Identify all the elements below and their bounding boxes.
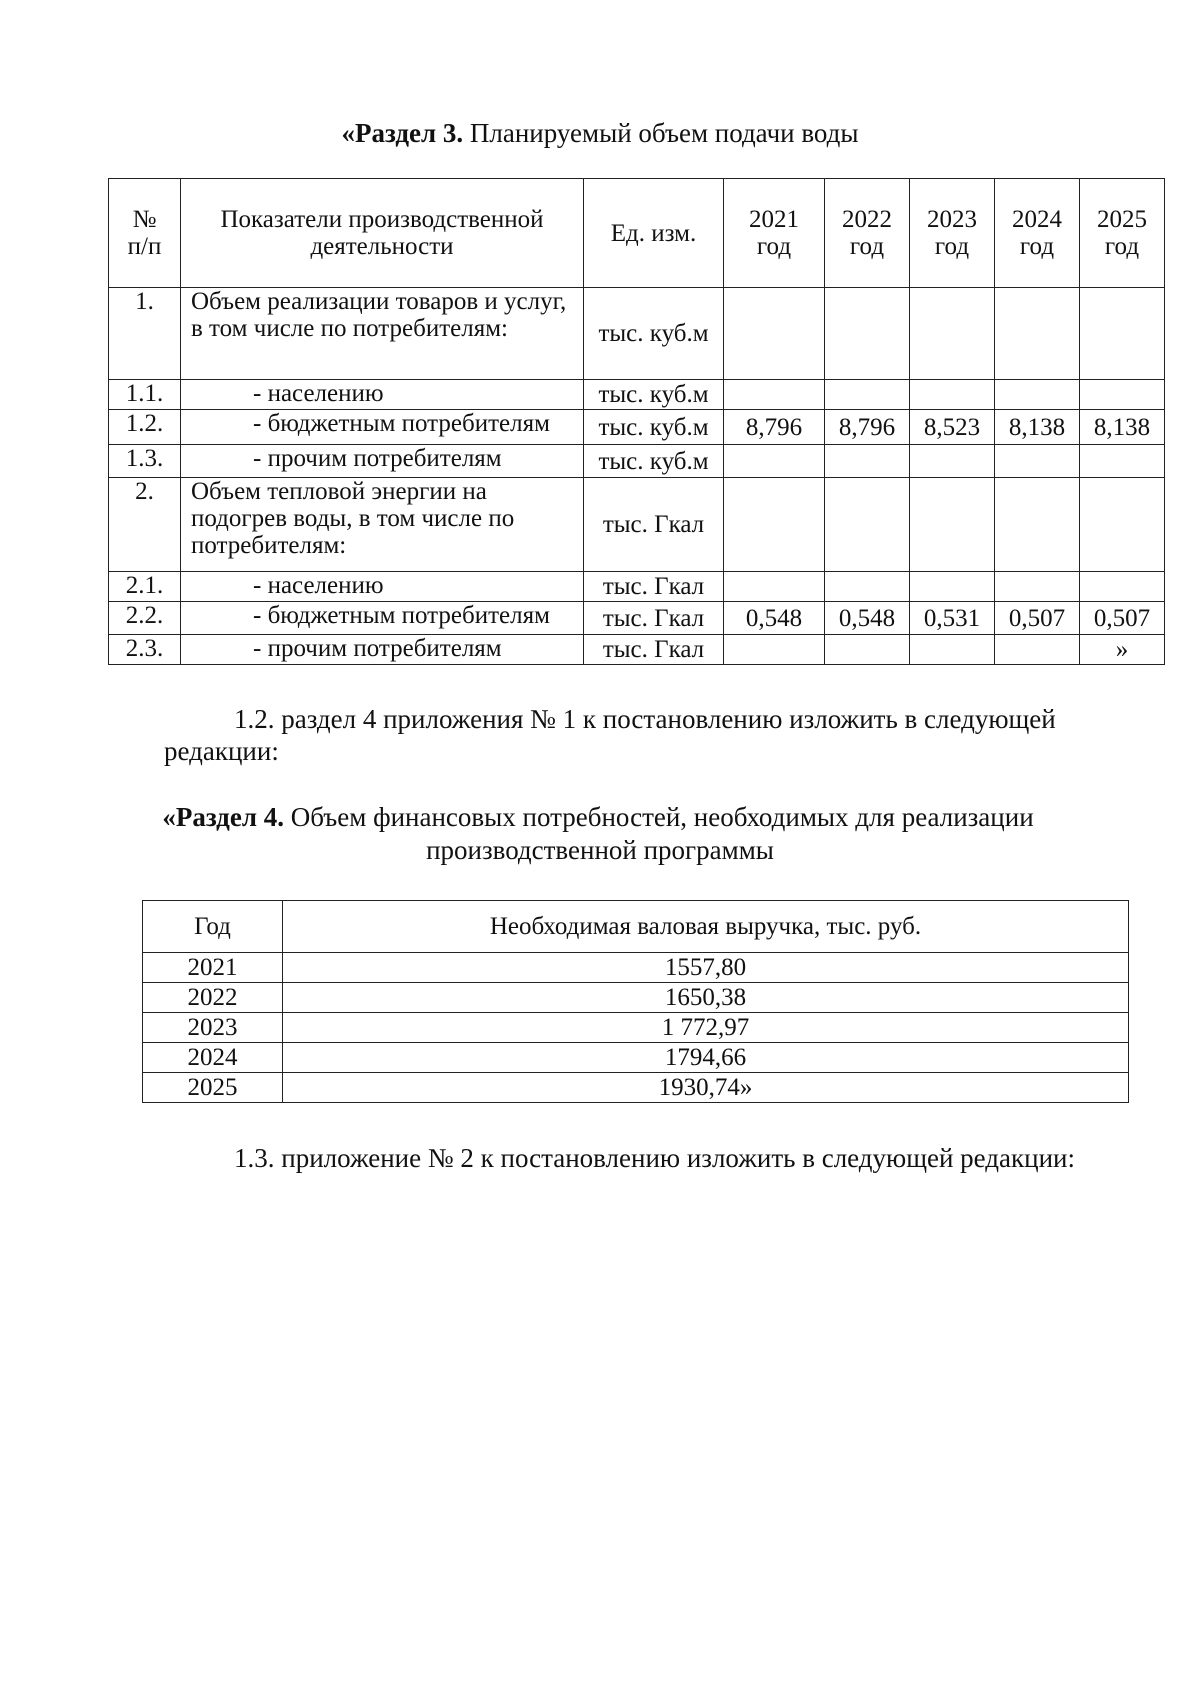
row-value	[825, 635, 910, 665]
row-revenue: 1930,74»	[283, 1073, 1129, 1103]
row-value: 8,138	[1080, 410, 1165, 445]
table-row	[109, 380, 1165, 410]
row-unit: тыс. Гкал	[584, 572, 724, 602]
row-name: - населению	[181, 572, 584, 602]
row-value	[910, 445, 995, 478]
row-value	[910, 572, 995, 602]
row-num: 2.	[109, 478, 181, 572]
header-year: 2022 год	[825, 179, 910, 288]
header-year: 2024 год	[995, 179, 1080, 288]
table-row	[143, 983, 1129, 1013]
table-row	[109, 602, 1165, 635]
financial-needs-table	[142, 900, 1129, 1103]
row-value: 8,523	[910, 410, 995, 445]
paragraph-1-2-line1: 1.2. раздел 4 приложения № 1 к постановлению изложить в следующей	[234, 704, 1056, 734]
row-unit: тыс. куб.м	[584, 445, 724, 478]
row-year: 2023	[143, 1013, 283, 1043]
section4-title-line1	[0, 802, 1198, 833]
row-unit: тыс. Гкал	[584, 478, 724, 572]
row-value	[995, 380, 1080, 410]
table-row	[109, 572, 1165, 602]
row-value	[910, 380, 995, 410]
table-row	[143, 1043, 1129, 1073]
row-revenue: 1 772,97	[283, 1013, 1129, 1043]
row-name: - прочим потребителям	[181, 445, 584, 478]
row-unit: тыс. куб.м	[584, 288, 724, 380]
header-year: Год	[143, 901, 283, 953]
table-row	[109, 635, 1165, 665]
row-name: - бюджетным потребителям	[181, 602, 584, 635]
row-value	[1080, 288, 1165, 380]
row-value: 0,507	[995, 602, 1080, 635]
row-num: 2.1.	[109, 572, 181, 602]
table-header-row	[109, 179, 1165, 288]
row-value	[995, 478, 1080, 572]
section3-title	[0, 118, 1200, 149]
row-unit: тыс. куб.м	[584, 410, 724, 445]
row-year: 2025	[143, 1073, 283, 1103]
water-supply-table	[108, 178, 1165, 665]
row-value	[995, 635, 1080, 665]
row-revenue: 1650,38	[283, 983, 1129, 1013]
row-value	[724, 478, 825, 572]
section3-title-text: Планируемый объем подачи воды	[463, 118, 859, 148]
row-num: 1.	[109, 288, 181, 380]
row-value: 8,796	[825, 410, 910, 445]
header-unit: Ед. изм.	[584, 179, 724, 288]
row-num: 2.3.	[109, 635, 181, 665]
table-row	[143, 1073, 1129, 1103]
row-value	[1080, 478, 1165, 572]
row-value	[724, 288, 825, 380]
paragraph-1-3: 1.3. приложение № 2 к постановлению изложить в следующей редакции:	[234, 1143, 1075, 1173]
row-revenue: 1794,66	[283, 1043, 1129, 1073]
row-unit: тыс. Гкал	[584, 635, 724, 665]
row-value	[825, 445, 910, 478]
row-unit: тыс. куб.м	[584, 380, 724, 410]
row-year: 2021	[143, 953, 283, 983]
paragraph-1-2-line2: редакции:	[164, 736, 279, 766]
section4-title-text: Объем финансовых потребностей, необходимых для реализации	[283, 802, 1034, 832]
header-year: 2025 год	[1080, 179, 1165, 288]
row-value	[910, 478, 995, 572]
section4-title-line2: производственной программы	[426, 835, 774, 865]
row-name: - бюджетным потребителям	[181, 410, 584, 445]
row-value	[825, 288, 910, 380]
row-value	[724, 572, 825, 602]
row-value	[1080, 445, 1165, 478]
table-row	[109, 445, 1165, 478]
row-num: 1.1.	[109, 380, 181, 410]
header-indicator: Показатели производственной деятельности	[181, 179, 584, 288]
table-row	[143, 953, 1129, 983]
row-name: - прочим потребителям	[181, 635, 584, 665]
row-value: 0,548	[724, 602, 825, 635]
header-revenue: Необходимая валовая выручка, тыс. руб.	[283, 901, 1129, 953]
row-value	[995, 288, 1080, 380]
row-value: 8,796	[724, 410, 825, 445]
table-row	[109, 288, 1165, 380]
row-value	[1080, 380, 1165, 410]
row-name: Объем реализации товаров и услуг, в том числе по потребителям:	[181, 288, 584, 380]
row-value	[1080, 572, 1165, 602]
section3-title-bold: «Раздел 3.	[341, 118, 464, 148]
row-name: Объем тепловой энергии на подогрев воды, в том числе по потребителям:	[181, 478, 584, 572]
row-name: - населению	[181, 380, 584, 410]
row-value	[724, 445, 825, 478]
table-row	[109, 410, 1165, 445]
row-value	[724, 635, 825, 665]
section4-title-bold: «Раздел 4.	[162, 802, 284, 832]
row-value	[724, 380, 825, 410]
row-num: 1.3.	[109, 445, 181, 478]
header-year: 2023 год	[910, 179, 995, 288]
row-num: 2.2.	[109, 602, 181, 635]
row-year: 2022	[143, 983, 283, 1013]
row-year: 2024	[143, 1043, 283, 1073]
table-row	[143, 1013, 1129, 1043]
row-value	[825, 572, 910, 602]
header-year: 2021 год	[724, 179, 825, 288]
row-value: 8,138	[995, 410, 1080, 445]
row-value	[910, 635, 995, 665]
row-value: 0,507	[1080, 602, 1165, 635]
row-value: »	[1080, 635, 1165, 665]
row-unit: тыс. Гкал	[584, 602, 724, 635]
row-value	[995, 572, 1080, 602]
row-value: 0,548	[825, 602, 910, 635]
header-num: № п/п	[109, 179, 181, 288]
row-value	[910, 288, 995, 380]
row-num: 1.2.	[109, 410, 181, 445]
table-header-row	[143, 901, 1129, 953]
row-value	[995, 445, 1080, 478]
table-row	[109, 478, 1165, 572]
row-revenue: 1557,80	[283, 953, 1129, 983]
row-value	[825, 478, 910, 572]
row-value: 0,531	[910, 602, 995, 635]
row-value	[825, 380, 910, 410]
